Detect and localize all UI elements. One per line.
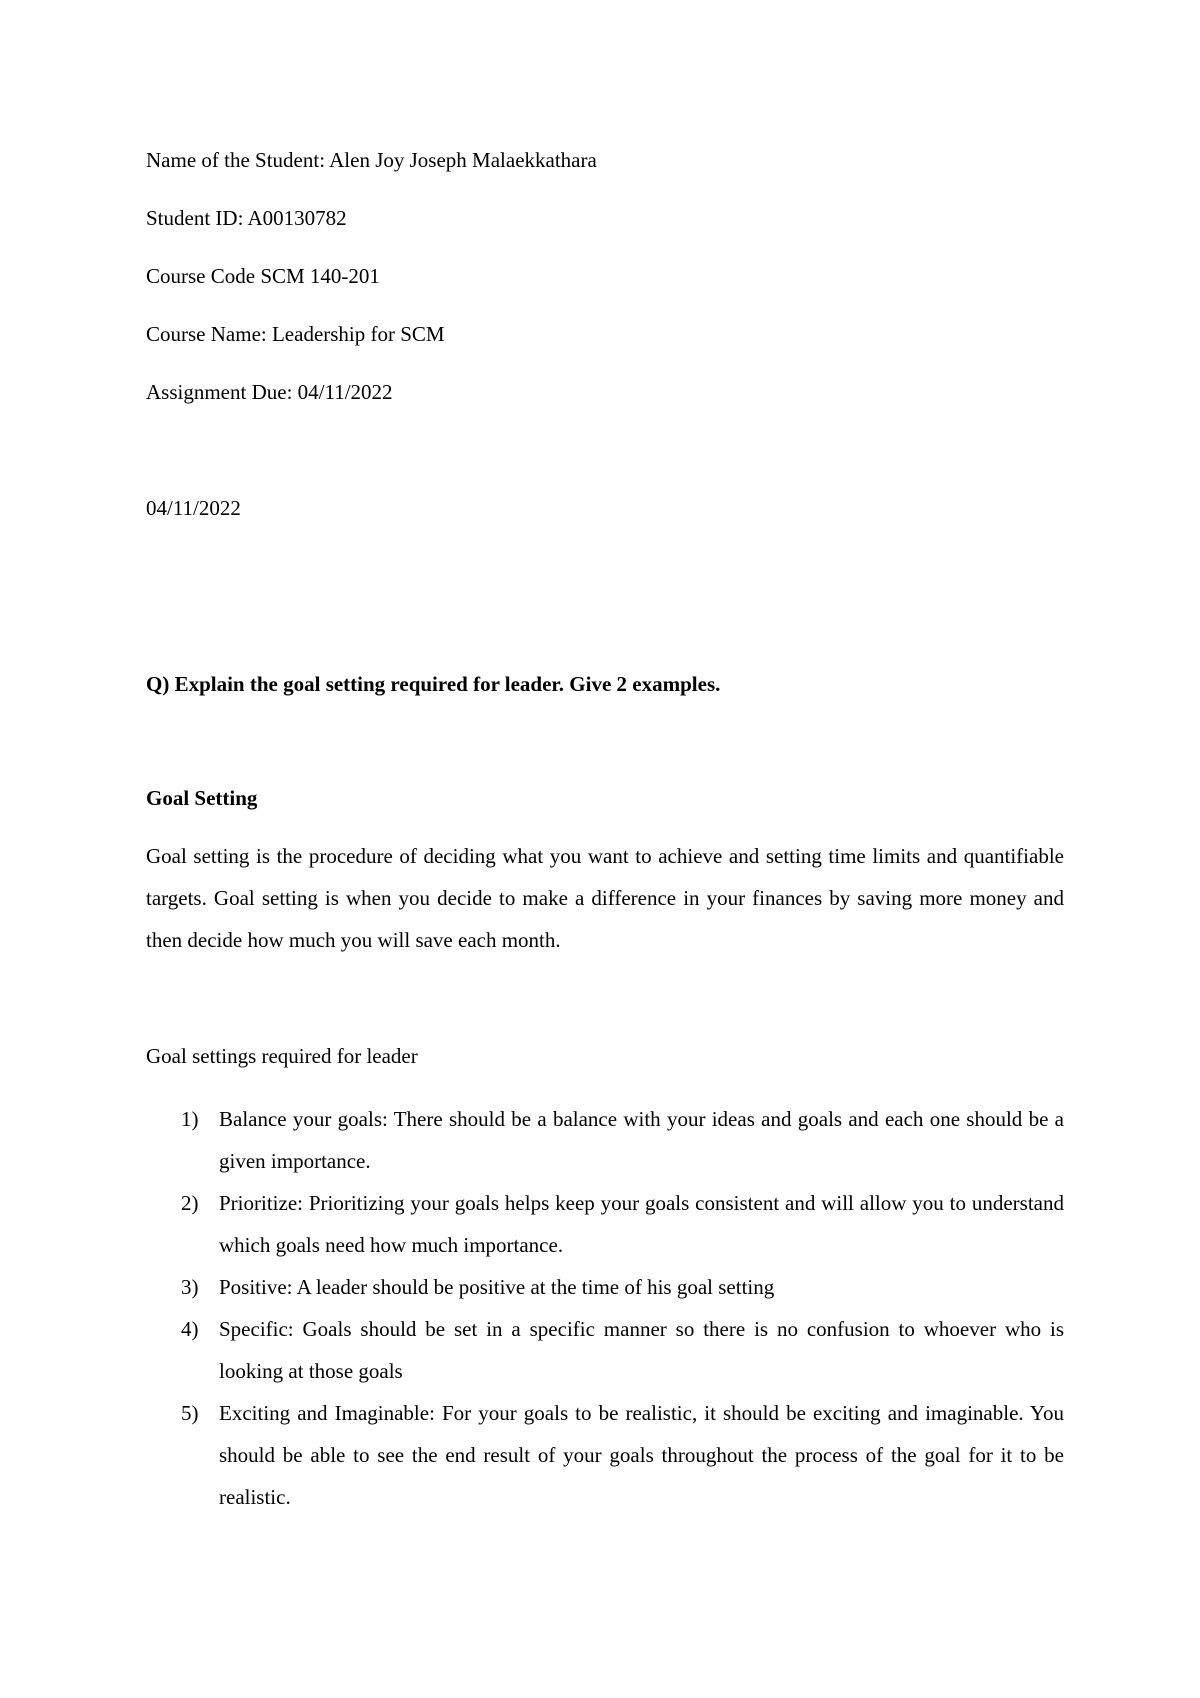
list-intro: Goal settings required for leader xyxy=(146,1044,418,1068)
document-date: 04/11/2022 xyxy=(146,496,241,520)
goal-settings-list xyxy=(146,1098,1064,1518)
list-item-number: 4) xyxy=(181,1317,199,1341)
list-item xyxy=(146,1392,1064,1518)
list-item-text: Prioritize: Prioritizing your goals helps keep your goals consistent and will allow you to understand which goals need how much importance. xyxy=(219,1191,1064,1257)
assignment-due: Assignment Due: 04/11/2022 xyxy=(146,380,393,404)
list-item xyxy=(146,1266,1064,1308)
list-item-number: 2) xyxy=(181,1191,199,1215)
goal-setting-paragraph: Goal setting is the procedure of deciding what you want to achieve and setting time limits and quantifiable targets. Goal setting is when you decide to make a difference in your finances by saving more money and then decide how much you will save each month. xyxy=(146,844,1064,952)
student-id: Student ID: A00130782 xyxy=(146,206,347,230)
list-item-text: Balance your goals: There should be a balance with your ideas and goals and each one should be a given importance. xyxy=(219,1107,1064,1173)
list-item xyxy=(146,1182,1064,1266)
list-item-number: 1) xyxy=(181,1107,199,1131)
list-item xyxy=(146,1308,1064,1392)
list-item-text: Positive: A leader should be positive at the time of his goal setting xyxy=(219,1275,775,1299)
list-item-number: 5) xyxy=(181,1401,199,1425)
course-name: Course Name: Leadership for SCM xyxy=(146,322,445,346)
question-heading: Q) Explain the goal setting required for leader. Give 2 examples. xyxy=(146,672,721,696)
student-name: Name of the Student: Alen Joy Joseph Malaekkathara xyxy=(146,148,597,172)
list-item-text: Specific: Goals should be set in a specific manner so there is no confusion to whoever who is looking at those goals xyxy=(219,1317,1064,1383)
section-heading: Goal Setting xyxy=(146,786,258,810)
list-item-text: Exciting and Imaginable: For your goals to be realistic, it should be exciting and imaginable. You should be able to see the end result of your goals throughout the process of the goal for it to be realistic. xyxy=(219,1401,1064,1509)
list-item-number: 3) xyxy=(181,1275,199,1299)
list-item xyxy=(146,1098,1064,1182)
course-code: Course Code SCM 140-201 xyxy=(146,264,380,288)
